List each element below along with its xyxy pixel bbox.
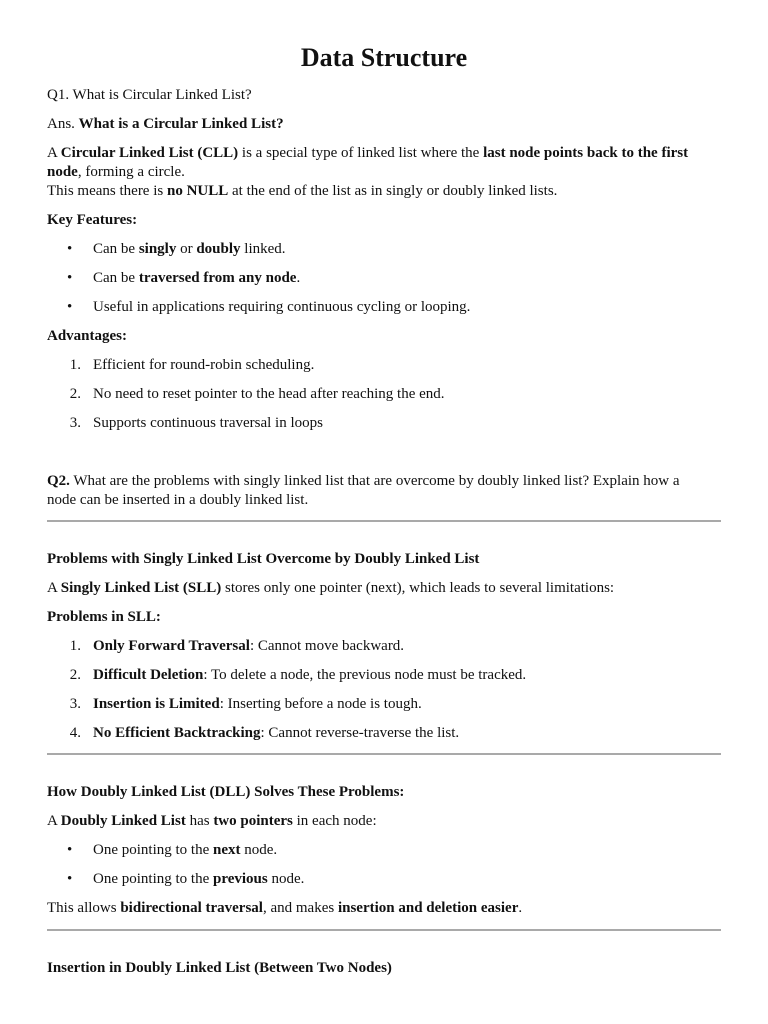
list-item-text: Insertion is Limited: Inserting before a node is tough.: [93, 696, 422, 712]
bold-term: last node points back to the first: [483, 145, 689, 161]
divider: [47, 520, 721, 522]
text: , forming a circle.: [77, 164, 185, 180]
page-title: Data Structure: [300, 43, 468, 72]
list-number: 2.: [69, 667, 81, 683]
list-item-text: Can be traversed from any node.: [93, 270, 301, 286]
text: This means there is: [47, 183, 167, 199]
cll-definition-line-2: [47, 163, 721, 182]
heading-text: Key Features:: [47, 212, 138, 228]
answer-title: What is a Circular Linked List?: [78, 116, 284, 132]
q2-question-line-1: [47, 472, 721, 491]
heading-text: Problems with Singly Linked List Overcome by Doubly Linked List: [47, 551, 480, 567]
bold-term: no NULL: [166, 183, 229, 199]
problems-sll-heading: [47, 608, 721, 627]
list-item-text: Difficult Deletion: To delete a node, the previous node must be tracked.: [93, 667, 527, 683]
list-item-text: One pointing to the next node.: [93, 842, 278, 858]
insertion-section-heading: [47, 959, 721, 978]
bullet-icon: •: [67, 299, 73, 315]
answer-prefix: Ans.: [47, 116, 75, 132]
heading-text: Insertion in Doubly Linked List (Between Two Nodes): [47, 960, 392, 976]
bold-term: node: [47, 164, 78, 180]
list-number: 2.: [69, 386, 81, 402]
cll-definition-line-3: [47, 182, 721, 201]
bullet-icon: •: [67, 871, 73, 887]
problems-section-heading: [47, 550, 721, 569]
list-number: 1.: [69, 357, 81, 373]
text: is a special type of linked list where the: [238, 145, 484, 161]
dll-allows-text: This allows bidirectional traversal, and makes insertion and deletion easier.: [47, 900, 523, 916]
list-item-text: Can be singly or doubly linked.: [93, 241, 286, 257]
list-number: 3.: [69, 696, 81, 712]
list-item-text: Efficient for round-robin scheduling.: [93, 357, 315, 373]
text: What are the problems with singly linked list that are overcome by doubly linked list? Explain how a: [69, 473, 680, 489]
bullet-icon: •: [67, 270, 73, 286]
text: at the end of the list as in singly or doubly linked lists.: [228, 183, 558, 199]
heading-text: Advantages:: [47, 328, 128, 344]
bullet-icon: •: [67, 241, 73, 257]
text: A: [47, 145, 61, 161]
q1-answer-heading: [47, 115, 721, 134]
divider: [47, 929, 721, 931]
list-number: 3.: [69, 415, 81, 431]
q1-question: Q1. What is Circular Linked List?: [47, 87, 252, 103]
list-item-text: One pointing to the previous node.: [93, 871, 305, 887]
divider: [47, 753, 721, 755]
advantages-heading: [47, 327, 721, 346]
list-item-text: Useful in applications requiring continuous cycling or looping.: [93, 299, 471, 315]
key-features-heading: [47, 211, 721, 230]
list-number: 4.: [69, 725, 81, 741]
dll-description: A Doubly Linked List has two pointers in each node:: [47, 813, 377, 829]
list-number: 1.: [69, 638, 81, 654]
q2-question-line-2: node can be inserted in a doubly linked list.: [47, 492, 309, 508]
cll-definition-line-1: [47, 144, 721, 163]
list-item-text: No Efficient Backtracking: Cannot reverse-traverse the list.: [93, 725, 460, 741]
list-item-text: No need to reset pointer to the head after reaching the end.: [93, 386, 445, 402]
sll-description: A Singly Linked List (SLL) stores only one pointer (next), which leads to several limitations:: [47, 580, 615, 596]
dll-section-heading: [47, 783, 721, 802]
bold-term: Circular Linked List (CLL): [60, 145, 239, 161]
list-item-text: Supports continuous traversal in loops: [93, 415, 323, 431]
question-label: Q2.: [47, 473, 70, 489]
heading-text: How Doubly Linked List (DLL) Solves These Problems:: [47, 784, 405, 800]
bullet-icon: •: [67, 842, 73, 858]
heading-text: Problems in SLL:: [47, 609, 161, 625]
list-item-text: Only Forward Traversal: Cannot move backward.: [93, 638, 405, 654]
